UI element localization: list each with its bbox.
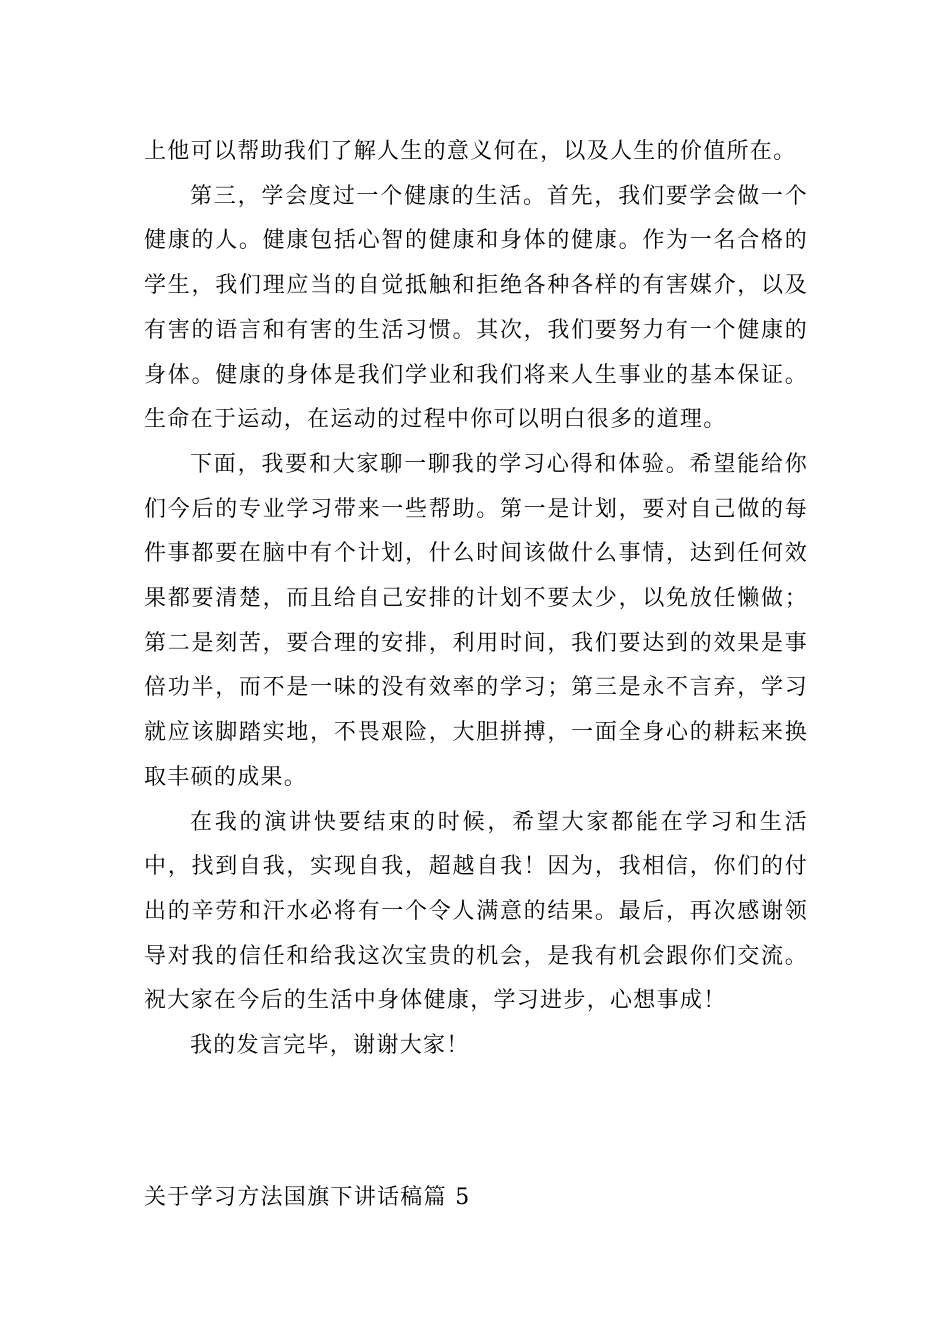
document-body [144, 130, 808, 1069]
paragraph-health: 第三，学会度过一个健康的生活。首先，我们要学会做一个健康的人。健康包括心智的健康和身体的健康。作为一名合格的学生，我们理应当的自觉抵触和拒绝各种各样的有害媒介，以及有害的语言和有害的生活习惯。其次，我们要努力有一个健康的身体。健康的身体是我们学业和我们将来人生事业的基本保证。生命在于运动，在运动的过程中你可以明白很多的道理。 [144, 183, 808, 433]
paragraph-closing: 在我的演讲快要结束的时候，希望大家都能在学习和生活中，找到自我，实现自我，超越自我！因为，我相信，你们的付出的辛劳和汗水必将有一个令人满意的结果。最后，再次感谢领导对我的信任和给我这次宝贵的机会，是我有机会跟你们交流。祝大家在今后的生活中身体健康，学习进步，心想事成！ [144, 809, 808, 1014]
paragraph-study-tips: 下面，我要和大家聊一聊我的学习心得和体验。希望能给你们今后的专业学习带来一些帮助。第一是计划，要对自己做的每件事都要在脑中有个计划，什么时间该做什么事情，达到任何效果都要清楚，而且给自己安排的计划不要太少，以免放任懒做；第二是刻苦，要合理的安排，利用时间，我们要达到的效果是事倍功半，而不是一味的没有效率的学习；第三是永不言弃，学习就应该脚踏实地，不畏艰险，大胆拼搏，一面全身心的耕耘来换取丰硕的成果。 [144, 451, 808, 790]
paragraph-continuation: 上他可以帮助我们了解人生的意义何在，以及人生的价值所在。 [144, 139, 797, 164]
section-title: 关于学习方法国旗下讲话稿篇 5 [144, 1185, 471, 1210]
paragraph-thanks: 我的发言完毕，谢谢大家！ [190, 1033, 470, 1059]
